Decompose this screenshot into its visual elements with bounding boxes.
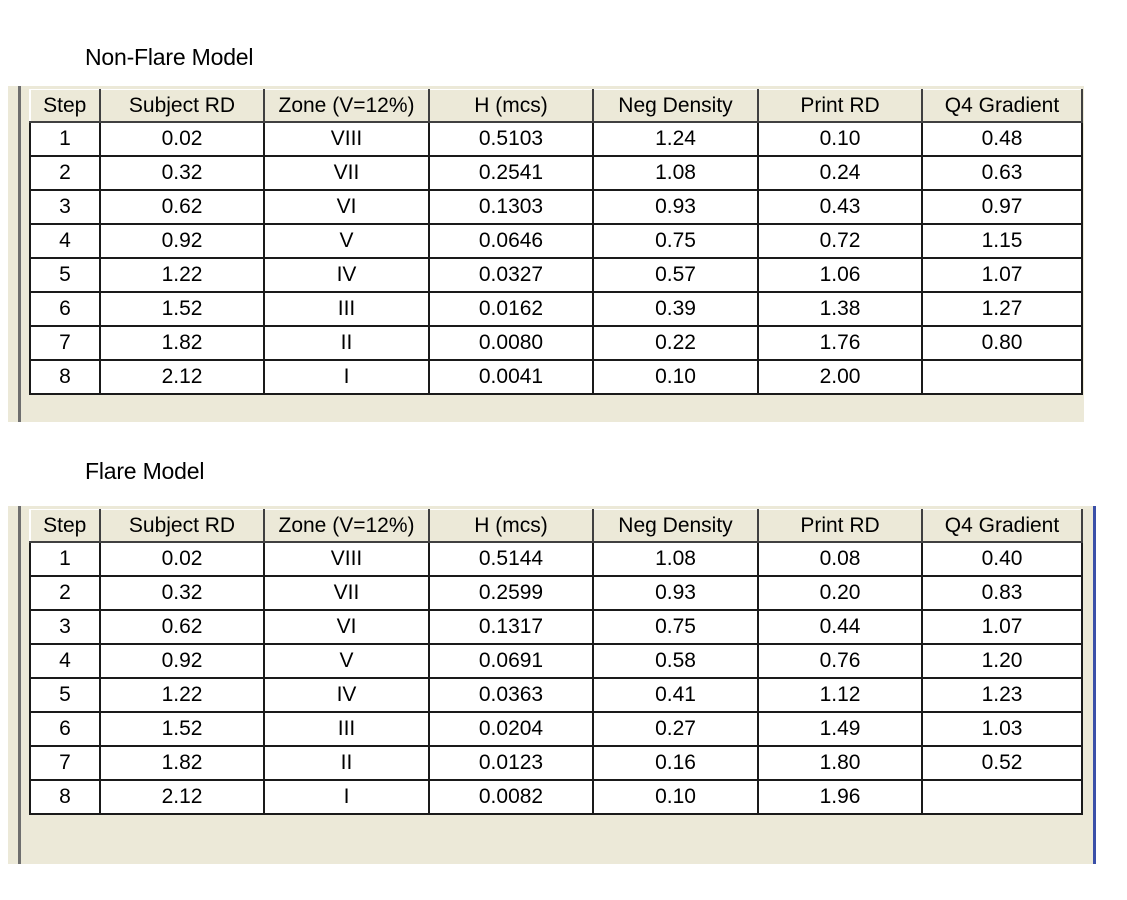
table-cell[interactable]: 1.06 bbox=[758, 258, 922, 292]
table-row[interactable] bbox=[30, 258, 1082, 292]
table-cell[interactable]: IV bbox=[264, 678, 429, 712]
column-header[interactable]: H (mcs) bbox=[429, 90, 593, 123]
table-cell[interactable]: IV bbox=[264, 258, 429, 292]
table-row[interactable] bbox=[30, 576, 1082, 610]
table-row[interactable] bbox=[30, 542, 1082, 576]
table-cell[interactable]: I bbox=[264, 780, 429, 814]
table-cell[interactable]: 0.44 bbox=[758, 610, 922, 644]
table-cell[interactable]: VII bbox=[264, 156, 429, 190]
column-header[interactable]: Neg Density bbox=[593, 510, 758, 543]
table-cell[interactable]: 0.52 bbox=[922, 746, 1082, 780]
column-header[interactable]: Q4 Gradient bbox=[922, 510, 1082, 543]
table-cell[interactable]: 1.76 bbox=[758, 326, 922, 360]
table-cell[interactable]: 1.82 bbox=[100, 326, 264, 360]
table-cell[interactable]: 1.52 bbox=[100, 712, 264, 746]
table-cell[interactable]: 0.2599 bbox=[429, 576, 593, 610]
table-cell[interactable]: 0.10 bbox=[593, 780, 758, 814]
table-cell[interactable]: 1.15 bbox=[922, 224, 1082, 258]
table-cell[interactable]: III bbox=[264, 292, 429, 326]
table-cell[interactable]: 0.62 bbox=[100, 610, 264, 644]
table-cell[interactable]: VIII bbox=[264, 122, 429, 156]
table-cell[interactable]: 0.16 bbox=[593, 746, 758, 780]
column-header[interactable]: Step bbox=[30, 510, 100, 543]
table-cell[interactable]: 1.96 bbox=[758, 780, 922, 814]
column-header[interactable]: Subject RD bbox=[100, 510, 264, 543]
table-row[interactable] bbox=[30, 644, 1082, 678]
table-cell[interactable]: 0.93 bbox=[593, 190, 758, 224]
table-cell[interactable]: 0.5103 bbox=[429, 122, 593, 156]
table-cell[interactable]: 0.58 bbox=[593, 644, 758, 678]
table-cell[interactable]: 1.52 bbox=[100, 292, 264, 326]
table-cell[interactable]: 1.38 bbox=[758, 292, 922, 326]
table-cell[interactable]: 0.40 bbox=[922, 542, 1082, 576]
table-row[interactable] bbox=[30, 678, 1082, 712]
table-cell[interactable]: 0.20 bbox=[758, 576, 922, 610]
table-cell[interactable]: 0.24 bbox=[758, 156, 922, 190]
table-cell[interactable]: 1.12 bbox=[758, 678, 922, 712]
table-cell[interactable] bbox=[922, 780, 1082, 814]
table-cell[interactable]: 7 bbox=[30, 746, 100, 780]
table-cell[interactable]: 1.03 bbox=[922, 712, 1082, 746]
column-header[interactable]: Zone (V=12%) bbox=[264, 510, 429, 543]
table-cell[interactable]: 0.75 bbox=[593, 610, 758, 644]
table-cell[interactable]: 5 bbox=[30, 258, 100, 292]
table-cell[interactable]: 1.22 bbox=[100, 258, 264, 292]
table-cell[interactable]: 0.02 bbox=[100, 542, 264, 576]
table-cell[interactable]: 1.08 bbox=[593, 542, 758, 576]
table-row[interactable] bbox=[30, 746, 1082, 780]
table-cell[interactable]: 1.22 bbox=[100, 678, 264, 712]
table-cell[interactable]: 0.92 bbox=[100, 224, 264, 258]
table-cell[interactable]: 0.1303 bbox=[429, 190, 593, 224]
table-cell[interactable]: 0.0082 bbox=[429, 780, 593, 814]
table-row[interactable] bbox=[30, 780, 1082, 814]
table-cell[interactable]: 0.93 bbox=[593, 576, 758, 610]
table-cell[interactable]: 1.49 bbox=[758, 712, 922, 746]
table-cell[interactable]: VIII bbox=[264, 542, 429, 576]
table-row[interactable] bbox=[30, 292, 1082, 326]
table-cell[interactable]: III bbox=[264, 712, 429, 746]
table-cell[interactable]: 0.76 bbox=[758, 644, 922, 678]
table-cell[interactable]: 0.83 bbox=[922, 576, 1082, 610]
table-cell[interactable]: 0.5144 bbox=[429, 542, 593, 576]
table-cell[interactable]: 1 bbox=[30, 122, 100, 156]
table-row[interactable] bbox=[30, 610, 1082, 644]
table-cell[interactable]: 8 bbox=[30, 360, 100, 394]
table-cell[interactable]: 1.07 bbox=[922, 258, 1082, 292]
table-cell[interactable]: 2.12 bbox=[100, 780, 264, 814]
table-cell[interactable]: 0.57 bbox=[593, 258, 758, 292]
table-cell[interactable]: 0.97 bbox=[922, 190, 1082, 224]
table-cell[interactable] bbox=[922, 360, 1082, 394]
column-header[interactable]: Subject RD bbox=[100, 90, 264, 123]
column-header[interactable]: H (mcs) bbox=[429, 510, 593, 543]
table-row[interactable] bbox=[30, 326, 1082, 360]
table-cell[interactable]: VI bbox=[264, 190, 429, 224]
table-row[interactable] bbox=[30, 156, 1082, 190]
table-cell[interactable]: 3 bbox=[30, 190, 100, 224]
table-cell[interactable]: II bbox=[264, 326, 429, 360]
table-cell[interactable]: V bbox=[264, 644, 429, 678]
table-cell[interactable]: II bbox=[264, 746, 429, 780]
non-flare-model-title: Non-Flare Model bbox=[85, 44, 254, 70]
table-cell[interactable]: 1.27 bbox=[922, 292, 1082, 326]
table-cell[interactable]: 0.0363 bbox=[429, 678, 593, 712]
flare-table bbox=[29, 509, 1083, 815]
table-cell[interactable]: 8 bbox=[30, 780, 100, 814]
table-cell[interactable]: 0.43 bbox=[758, 190, 922, 224]
table-cell[interactable]: 0.32 bbox=[100, 576, 264, 610]
column-header[interactable]: Zone (V=12%) bbox=[264, 90, 429, 123]
table-cell[interactable]: 3 bbox=[30, 610, 100, 644]
table-cell[interactable]: 1.82 bbox=[100, 746, 264, 780]
table-cell[interactable]: V bbox=[264, 224, 429, 258]
table-cell[interactable]: 0.0080 bbox=[429, 326, 593, 360]
table-cell[interactable]: 1.07 bbox=[922, 610, 1082, 644]
table-row[interactable] bbox=[30, 122, 1082, 156]
table-cell[interactable]: 0.1317 bbox=[429, 610, 593, 644]
table-cell[interactable]: 0.48 bbox=[922, 122, 1082, 156]
table-cell[interactable]: 0.92 bbox=[100, 644, 264, 678]
table-cell[interactable]: 0.0691 bbox=[429, 644, 593, 678]
table-cell[interactable]: 0.10 bbox=[593, 360, 758, 394]
table-cell[interactable]: 0.2541 bbox=[429, 156, 593, 190]
table-row[interactable] bbox=[30, 190, 1082, 224]
table-cell[interactable]: VII bbox=[264, 576, 429, 610]
table-cell[interactable]: 0.39 bbox=[593, 292, 758, 326]
table-cell[interactable]: 4 bbox=[30, 224, 100, 258]
column-header[interactable]: Neg Density bbox=[593, 90, 758, 123]
table-cell[interactable]: 0.0162 bbox=[429, 292, 593, 326]
table-cell[interactable]: 0.0204 bbox=[429, 712, 593, 746]
table-cell[interactable]: 0.0041 bbox=[429, 360, 593, 394]
table-cell[interactable]: 2 bbox=[30, 576, 100, 610]
table-cell[interactable]: 2.12 bbox=[100, 360, 264, 394]
column-header[interactable]: Print RD bbox=[758, 90, 922, 123]
column-header[interactable]: Print RD bbox=[758, 510, 922, 543]
table-cell[interactable]: 0.72 bbox=[758, 224, 922, 258]
table-cell[interactable]: 0.02 bbox=[100, 122, 264, 156]
table-cell[interactable]: 0.62 bbox=[100, 190, 264, 224]
table-cell[interactable]: 1.20 bbox=[922, 644, 1082, 678]
table-cell[interactable]: 1.24 bbox=[593, 122, 758, 156]
table-row[interactable] bbox=[30, 224, 1082, 258]
table-cell[interactable]: VI bbox=[264, 610, 429, 644]
table-cell[interactable]: 7 bbox=[30, 326, 100, 360]
table-cell[interactable]: 1.08 bbox=[593, 156, 758, 190]
table-cell[interactable]: 0.80 bbox=[922, 326, 1082, 360]
table-cell[interactable]: 5 bbox=[30, 678, 100, 712]
table-cell[interactable]: 0.41 bbox=[593, 678, 758, 712]
table-cell[interactable]: 1.23 bbox=[922, 678, 1082, 712]
table-cell[interactable]: 4 bbox=[30, 644, 100, 678]
non-flare-table bbox=[29, 89, 1083, 395]
table-cell[interactable]: 0.27 bbox=[593, 712, 758, 746]
table-cell[interactable]: 0.75 bbox=[593, 224, 758, 258]
table-cell[interactable]: 1.80 bbox=[758, 746, 922, 780]
table-cell[interactable]: 0.10 bbox=[758, 122, 922, 156]
table-row[interactable] bbox=[30, 712, 1082, 746]
header-row bbox=[30, 90, 1082, 123]
flare-model-title: Flare Model bbox=[85, 458, 205, 484]
table-cell[interactable]: 6 bbox=[30, 292, 100, 326]
table-cell[interactable]: 0.22 bbox=[593, 326, 758, 360]
table-cell[interactable]: 6 bbox=[30, 712, 100, 746]
table-cell[interactable]: 1 bbox=[30, 542, 100, 576]
non-flare-grid[interactable] bbox=[8, 86, 1084, 422]
table-row[interactable] bbox=[30, 360, 1082, 394]
table-cell[interactable]: 0.08 bbox=[758, 542, 922, 576]
table-cell[interactable]: 0.0327 bbox=[429, 258, 593, 292]
table-cell[interactable]: 0.0123 bbox=[429, 746, 593, 780]
column-header[interactable]: Step bbox=[30, 90, 100, 123]
table-cell[interactable]: 0.0646 bbox=[429, 224, 593, 258]
table-cell[interactable]: I bbox=[264, 360, 429, 394]
column-header[interactable]: Q4 Gradient bbox=[922, 90, 1082, 123]
table-cell[interactable]: 0.32 bbox=[100, 156, 264, 190]
header-row bbox=[30, 510, 1082, 543]
table-cell[interactable]: 2 bbox=[30, 156, 100, 190]
table-cell[interactable]: 2.00 bbox=[758, 360, 922, 394]
table-cell[interactable]: 0.63 bbox=[922, 156, 1082, 190]
flare-grid[interactable] bbox=[8, 506, 1096, 864]
